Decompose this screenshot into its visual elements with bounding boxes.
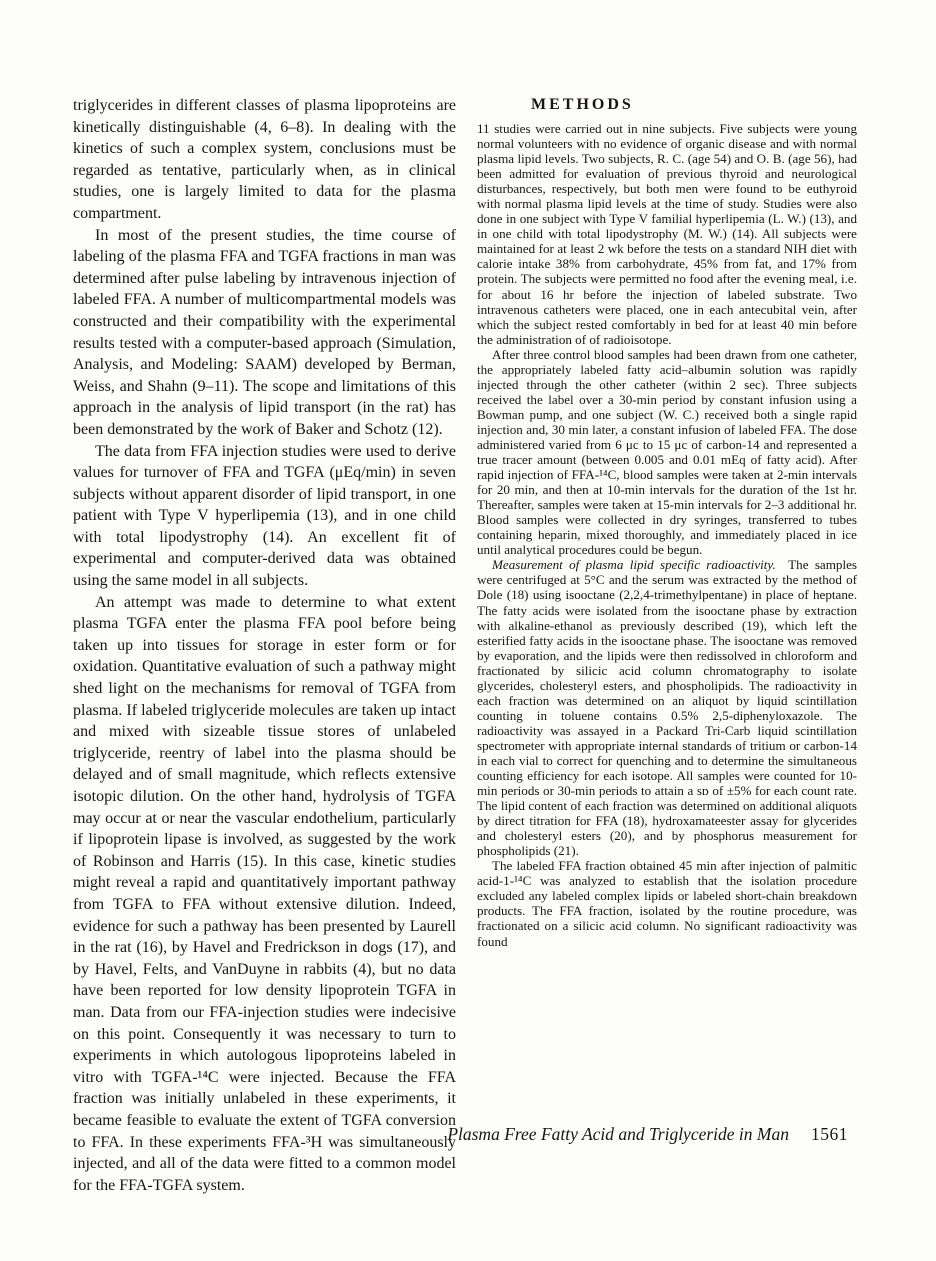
methods-section-body bbox=[477, 121, 857, 949]
running-title: Plasma Free Fatty Acid and Triglyceride in Man bbox=[447, 1124, 789, 1144]
page-number: 1561 bbox=[811, 1124, 848, 1144]
right-paragraph-2: After three control blood samples had been drawn from one catheter, the appropriately labeled fatty acid–albumin solution was rapidly injected through the other catheter (within 2 sec). Three subjects received the label over a 30-min period by constant infusion using a Bowman pump, and one subject (W. C.) received both a single rapid injection and, 30 min later, a constant infusion of labeled FFA. The dose administered varied from 6 μc to 15 μc of carbon-14 and represented a true tracer amount (between 0.005 and 0.01 mEq of fatty acid). After rapid injection of FFA-¹⁴C, blood samples were taken at 2-min intervals for 20 min, and then at 10-min intervals for the duration of the 1st hr. Thereafter, samples were taken at 15-min intervals for 2–3 additional hr. Blood samples were collected in dry syringes, transferred to tubes containing heparin, mixed thoroughly, and immediately placed in ice until analytical procedures could be begun. bbox=[477, 346, 857, 558]
page-footer bbox=[447, 1124, 848, 1145]
right-paragraph-3-text: The samples were centrifuged at 5°C and the serum was extracted by the method of Dole (18) using isooctane (2,2,4-trimethylpentane) in place of heptane. The fatty acids were isolated from the isooctane phase by extraction with alkaline-ethanol as previously described (19), which left the esterified fatty acids in the isooctane phase. The isooctane was removed by evaporation, and the lipids were then redissolved in chloroform and fractionated by silicic acid column chromatography to isolate glycerides, cholesteryl esters, and phospholipids. The radioactivity in each fraction was determined on an aliquot by liquid scintillation counting in toluene contains 0.5% 2,5-diphenyloxazole. The radioactivity was assayed in a Packard Tri-Carb liquid scintillation spectrometer with appropriate internal standards of tritium or carbon-14 in each vial to correct for quenching and to determine the simultaneous counting efficiency for each isotope. All samples were counted for 10-min periods or 30-min periods to attain a sᴅ of ±5% for each count rate. The lipid content of each fraction was determined on additional aliquots by direct titration for FFA (18), hydroxamateester assay for glycerides and cholesteryl esters (20), and by phosphorus measurement for phospholipids (21). bbox=[477, 557, 857, 859]
left-paragraph-3: The data from FFA injection studies were used to derive values for turnover of FFA and TGFA (μEq/min) in seven subjects without apparent disorder of lipid transport, in one patient with Type V hyperlipemia (13), and in one child with total lipodystrophy (14). An excellent fit of experimental and computer-derived data was obtained using the same model in all subjects. bbox=[73, 442, 456, 590]
left-paragraph-2: In most of the present studies, the time course of labeling of the plasma FFA and TGFA fractions in man was determined after pulse labeling by intravenous injection of labeled FFA. A number of multicompartmental models was constructed and their compatibility with the experimental results tested with a computer-based approach (Simulation, Analysis, and Modeling: SAAM) developed by Berman, Weiss, and Shahn (9–11). The scope and limitations of this approach in the analysis of lipid transport (in the rat) has been demonstrated by the work of Baker and Schotz (12). bbox=[73, 226, 456, 438]
left-paragraph-1: triglycerides in different classes of plasma lipoproteins are kinetically distinguishable (4, 6–8). In dealing with the kinetics of such a complex system, conclusions must be regarded as tentative, particularly when, as in clinical studies, one is largely limited to data for the plasma compartment. bbox=[73, 97, 456, 222]
left-column bbox=[73, 95, 456, 1196]
right-paragraph-3 bbox=[477, 557, 857, 858]
right-paragraph-1: 11 studies were carried out in nine subjects. Five subjects were young normal volunteers with no evidence of organic disease and with normal plasma lipid levels. Two subjects, R. C. (age 54) and O. B. (age 56), had been admitted for evaluation of previous thyroid and neurological disturbances, respectively, but both men were found to be euthyroid with normal plasma lipid levels at the time of study. Studies were also done in one subject with Type V familial hyperlipemia (L. W.) (13), and in one child with total lipodystrophy (M. W.) (14). All subjects were maintained for at least 2 wk before the tests on a standard NIH diet with calorie intake 38% from carbohydrate, 45% from fat, and 17% from protein. The subjects were permitted no food after the evening meal, i.e. for about 16 hr before the injection of labeled substrate. Two intravenous catheters were placed, one in each antecubital vein, after which the subject rested comfortably in bed for at least 40 min before the administration of of radioisotope. bbox=[477, 121, 857, 347]
methods-section-heading: METHODS bbox=[531, 96, 634, 113]
right-column bbox=[477, 95, 857, 1196]
two-column-text-block bbox=[73, 95, 857, 1196]
right-paragraph-4: The labeled FFA fraction obtained 45 min after injection of palmitic acid-1-¹⁴C was analyzed to establish that the isolation procedure excluded any labeled complex lipids or labeled short-chain breakdown products. The FFA fraction, isolated by the routine procedure, was fractionated on a silicic acid column. No significant radioactivity was found bbox=[477, 858, 857, 949]
right-paragraph-3-run-in-heading: Measurement of plasma lipid specific radioactivity. bbox=[492, 557, 776, 573]
left-paragraph-4: An attempt was made to determine to what extent plasma TGFA enter the plasma FFA pool before being taken up into tissues for storage in ester form or for oxidation. Quantitative evaluation of such a pathway might shed light on the mechanisms for removal of TGFA from plasma. If labeled triglyceride molecules are taken up intact and mixed with sizeable tissue stores of unlabeled triglyceride, reentry of label into the plasma should be delayed and of small magnitude, which reflects extensive isotopic dilution. On the other hand, hydrolysis of TGFA may occur at or near the vascular endothelium, particularly if lipoprotein lipase is involved, as suggested by the work of Robinson and Harris (15). In this case, kinetic studies might reveal a rapid and quantitatively important pathway from TGFA to FFA without extensive dilution. Indeed, evidence for such a pathway has been presented by Laurell in the rat (16), by Havel and Fredrickson in dogs (17), and by Havel, Felts, and VanDuyne in rabbits (4), but no data have been reported for low density lipoprotein TGFA in man. Data from our FFA-injection studies were indecisive on this point. Consequently it was necessary to turn to experiments in which autologous lipoproteins labeled in vitro with TGFA-¹⁴C were injected. Because the FFA fraction was initially unlabeled in these experiments, it became feasible to evaluate the extent of TGFA conversion to FFA. In these experiments FFA-³H was simultaneously injected, and all of the data were fitted to a common model for the FFA-TGFA system. bbox=[73, 593, 456, 1194]
